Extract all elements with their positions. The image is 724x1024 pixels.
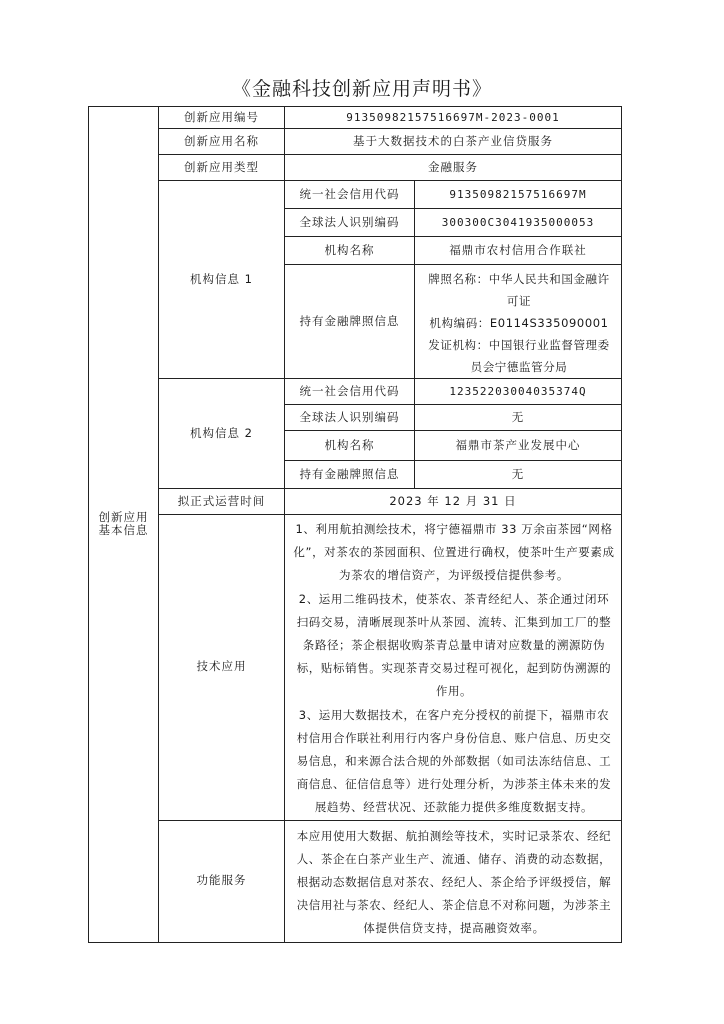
function-cell (285, 820, 622, 942)
org1-license-name: 牌照名称：中华人民共和国金融许可证 (428, 272, 610, 308)
row-org2-credit (89, 379, 622, 405)
org2-credit-value: 12352203004035374Q (415, 379, 622, 405)
org2-credit-label: 统一社会信用代码 (285, 379, 415, 405)
declaration-table (88, 106, 622, 943)
org1-label: 机构信息 1 (159, 181, 285, 379)
org1-lei-label: 全球法人识别编码 (285, 209, 415, 237)
outer-label-cell (89, 107, 159, 943)
row-app-type (89, 155, 622, 181)
org1-license-text (419, 265, 617, 378)
org1-license-issuer: 发证机构：中国银行业监督管理委员会宁德监管分局 (428, 338, 610, 374)
app-number-label: 创新应用编号 (159, 107, 285, 129)
org1-license-code: 机构编码：E0114S335090001 (429, 316, 609, 330)
app-type-label: 创新应用类型 (159, 155, 285, 181)
tech-text (289, 515, 617, 820)
org2-license-label: 持有金融牌照信息 (285, 461, 415, 489)
org1-lei-value: 300300C3041935000053 (415, 209, 622, 237)
app-type-value: 金融服务 (285, 155, 622, 181)
row-app-number (89, 107, 622, 129)
row-org1-credit (89, 181, 622, 209)
org1-name-value: 福鼎市农村信用合作联社 (415, 237, 622, 265)
app-name-value: 基于大数据技术的白茶产业信贷服务 (285, 129, 622, 155)
app-number-value: 91350982157516697M-2023-0001 (285, 107, 622, 129)
tech-cell (285, 515, 622, 821)
function-label: 功能服务 (159, 820, 285, 942)
tech-label: 技术应用 (159, 515, 285, 821)
row-function (89, 820, 622, 942)
row-launch-time (89, 489, 622, 515)
org2-lei-label: 全球法人识别编码 (285, 405, 415, 431)
launch-time-label: 拟正式运营时间 (159, 489, 285, 515)
org2-lei-value: 无 (415, 405, 622, 431)
org1-license-cell (415, 265, 622, 379)
app-name-label: 创新应用名称 (159, 129, 285, 155)
row-tech (89, 515, 622, 821)
org1-credit-label: 统一社会信用代码 (285, 181, 415, 209)
outer-label: 创新应用基本信息 (98, 509, 149, 538)
org2-name-label: 机构名称 (285, 431, 415, 461)
row-app-name (89, 129, 622, 155)
tech-paragraph-1: 1、利用航拍测绘技术，将宁德福鼎市 33 万余亩茶园“网格化”，对茶农的茶园面积、位置进行确权，使茶叶生产要素成为茶农的增信资产，为评级授信提供参考。 (293, 522, 615, 583)
org1-credit-value: 91350982157516697M (415, 181, 622, 209)
launch-time-value: 2023 年 12 月 31 日 (285, 489, 622, 515)
org2-name-value: 福鼎市茶产业发展中心 (415, 431, 622, 461)
org2-label: 机构信息 2 (159, 379, 285, 489)
document-title: 《金融科技创新应用声明书》 (231, 78, 492, 100)
org1-license-label: 持有金融牌照信息 (285, 265, 415, 379)
tech-paragraph-3: 3、运用大数据技术，在客户充分授权的前提下，福鼎市农村信用合作联社利用行内客户身份信息、账户信息、历史交易信息，和来源合法合规的外部数据（如司法冻结信息、工商信息、征信信息等）进行处理分析，为涉茶主体未来的发展趋势、经营状况、还款能力提供多维度数据支持。 (296, 707, 612, 815)
tech-paragraph-2: 2、运用二维码技术，使茶农、茶青经纪人、茶企通过闭环扫码交易，清晰展现茶叶从茶园、流转、汇集到加工厂的整条路径；茶企根据收购茶青总量申请对应数量的溯源防伪标，贴标销售。实现茶青交易过程可视化，起到防伪溯源的作用。 (296, 591, 612, 699)
org2-license-value: 无 (415, 461, 622, 489)
org1-name-label: 机构名称 (285, 237, 415, 265)
function-text: 本应用使用大数据、航拍测绘等技术，实时记录茶农、经纪人、茶企在白茶产业生产、流通、储存、消费的动态数据，根据动态数据信息对茶农、经纪人、茶企给予评级授信，解决信用社与茶农、经纪人、茶企信息不对称问题，为涉茶主体提供信贷支持，提高融资效率。 (296, 828, 612, 936)
